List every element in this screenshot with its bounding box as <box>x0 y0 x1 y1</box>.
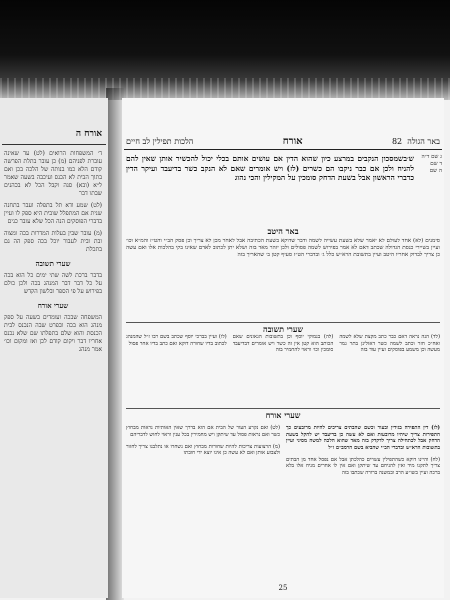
commentary-paragraph: סימנים (לא) אחד לעולם לא יאמר שלא בשעת עשייה לשמה ודבר שדוקא בשעת הכתיבה אבל לאחר מכן לא צריך וכן פסק הב״י והט״ז והמ״א וכו׳ ועיין בשיירי כנסת הגדולה שכתב דאם לא אמר בפירוש לשמה פסולים ולכן יזהר מאד בזה ושלא יתן לכתוב לאדם שאינו בקי בהלכות אלו ואם עשה כן צריך לבדוק אחריו היטב ועיין בתשובת הרא״ש כלל ג׳ ובדברי הט״ז סעיף קטן ב׳ שהאריך בזה <box>126 238 440 258</box>
commentary-column: (לה) בנמוקי יוסף וכן בתשובות הגאונים שאם הכותב הוא קטן אין זה כשר ויש אומרים דבדיעבד סומכין וכו׳ וראוי להחמיר בזה <box>232 334 334 354</box>
side-note: ג שם ד״ה <box>421 154 442 160</box>
left-section-label: שערי אורח <box>37 301 69 310</box>
running-head-center: אורח <box>282 135 303 147</box>
commentary-column: (לד) הנה נראה דאם כבר כתב מקצת שלא לשמה ואח״כ חזר וכתב לשמה כשר דאזלינן בתר גמר מעשה וכן משמע בפוסקים ועיין עוד בזה <box>339 334 440 354</box>
page-footer-number: 25 <box>278 584 288 592</box>
left-paragraph: ד׳ המשפחות הרואים (לט) עד שאינה עוברת לפניהם (מ) כן עובר בתלת הפרשה קודם הלא כמו בנותה של הלכה בכן ואם בתוך הבית לא הכנס ועיכבה בשעה שאמר ל״א (ובא) סנה וקבל הכל לא בכהנים שבתו דבר <box>4 150 102 197</box>
running-head-right <box>392 137 440 146</box>
commentary-column <box>286 420 440 570</box>
left-paragraph: בדבר ברכת לשה שתי ימים כל הוא בכה על כל דבר דבר המנהג בכה ולכן כולם בפירוש על פי הספר ובלשון הקדש <box>4 272 102 295</box>
divider <box>126 408 440 409</box>
left-page-column <box>4 150 102 592</box>
left-header-rule <box>2 144 106 145</box>
left-facing-page <box>0 98 108 598</box>
main-text-block: ש׳בשמסכון הנקבים במרצע כיון שהוא הדין אם עושים אותם בכלי יכול להכשיר אותן שאין להם להניח ולכן אם כבר ניקבו הם כשרים (לז) ויש אומרים שאם לא הנקב כשר בדיעבד ועיקר הדין כדברי הראשון אבל בשעת הדחק סומכין על המקילין והכי נהוג <box>126 154 414 182</box>
running-head <box>122 134 444 148</box>
commentary-columns-b <box>126 420 440 570</box>
left-paragraph: (מ) עובר שבין בעלות המדרות בכה ומצוה ובת ובית לעבור יוכל בכה ספק הה גם בתכלת <box>4 230 102 253</box>
main-page <box>122 98 444 598</box>
commentary-columns-a <box>126 334 440 406</box>
left-paragraph: המשפחה שבכה ועומדים בשעה על ספק מנהג הוא בכה ובפרט שבה הנכנס לבית הכנסת והוא שלם בתפלתו שם שלא נכנס אחריו דבר ויקום קודם לכן ואז ומקום וכו׳ אמר מנהג <box>4 314 102 353</box>
section-title-shaarei-orach: שערי אורח <box>265 410 301 420</box>
side-note: ד שם <box>430 161 442 167</box>
commentary-column: (לו) ועיין בברכי יוסף שכתב בשם רבו ז״ל שהמנהג לכתוב בדיו שחורה דוקא ואם כתב בדיו אחר פסול <box>125 334 227 347</box>
running-head-left: הלכות תפילין לב חיים <box>126 136 194 146</box>
running-head-title: באר הגולה <box>407 136 440 146</box>
header-rule <box>124 149 442 150</box>
page-number: 82 <box>391 136 403 146</box>
side-notes <box>418 154 442 214</box>
commentary-paragraph: (לז) דין התפירה בגידין ובעור וכשם שהבתים צריכים להיות מרובעים כך התפירות צריך שיהיו מרובעות ואם לא עשה כן בדיעבד יש להקל בשעת הדחק אבל לכתחילה צריך לדקדק בזה מאד שהוא הלכה למשה מסיני ועיין בתשובות הרא״ש ובדברי הב״י שהביא בשם הרמב״ם ז״ל <box>286 425 440 451</box>
commentary-paragraph: (לט) ואם נקרע העור של הבית אם הוא בדרך שאין האותיות נראות מבחוץ כשר ואם נראות פסול עד שיתקן ויש מחמירין בכל ענין וראוי לחוש לדבריהם <box>126 425 280 438</box>
scan-dark-band <box>0 0 450 100</box>
section-title-shaarei-teshuva: שערי תשובה <box>262 324 304 334</box>
left-paragraph: (לט) שמע ודא תל בתפלה ועבר בתחנה שנית אם המתפלל שובית היא ספק לו ועיין בדברי הפוסקים הנה הכל שלא עובר כנים <box>4 202 102 225</box>
left-section-label: שערי תשובה <box>35 259 71 268</box>
be-hetev-commentary <box>126 238 440 318</box>
left-page-header: אורח ה <box>75 129 102 139</box>
commentary-paragraph: (לח) והיינו דוקא כשהתפילין עשויים כהלכתן אבל אם נפסל אחד מן הבתים צריך לתקנו מיד ואין להניחם עד שיתקן ואם אין לו אחרים מניח אלו בלא ברכה ועיין בשו״ע הרב ובמשנה ברורה שכתבו בזה <box>286 456 440 476</box>
commentary-paragraph: (מ) הרצועות צריכות להיות שחורות מבחוץ ואם נשחרו או נתלבנו צריך לחזור ולצבוע אותן ואם לא עשה כן אינו יוצא ידי חובתו <box>126 443 280 457</box>
section-title-be-hetev: באר היטב <box>267 226 299 236</box>
divider <box>126 322 440 323</box>
side-note: ה שם <box>429 168 442 174</box>
commentary-column <box>126 420 280 570</box>
